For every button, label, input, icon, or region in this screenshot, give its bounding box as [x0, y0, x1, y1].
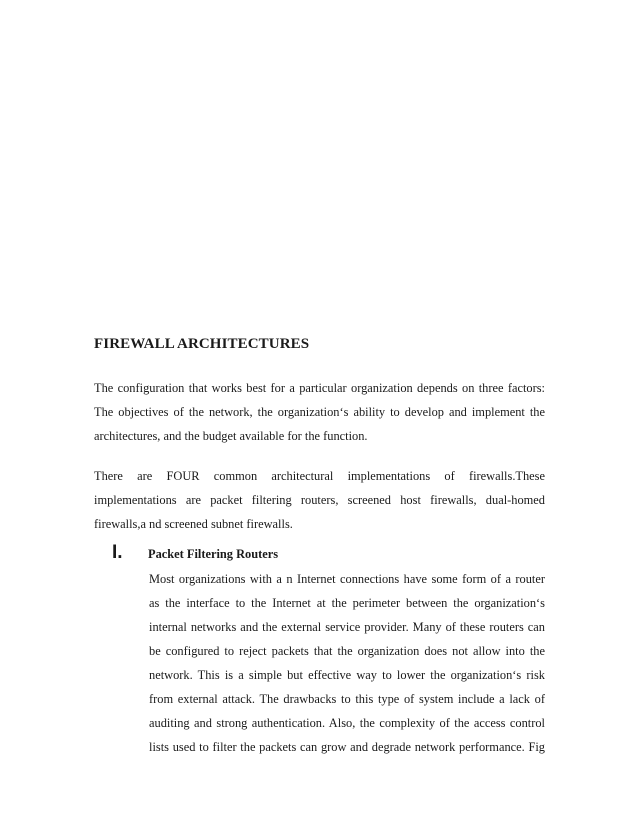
paragraph-line: implementations are packet filtering routers, screened host firewalls, dual-homed — [94, 493, 545, 507]
section-title: Packet Filtering Routers — [148, 547, 279, 561]
paragraph-line: The configuration that works best for a particular organization depends on three factors: — [94, 381, 545, 395]
section-line: network. This is a simple but effective way to lower the organization‘s risk — [149, 668, 545, 682]
section-line: from external attack. The drawbacks to this type of system include a lack of — [149, 692, 545, 706]
paragraph-line: There are FOUR common architectural implementations of firewalls.These — [94, 469, 545, 483]
section-body — [149, 567, 545, 759]
paragraph-line: architectures, and the budget available for the function. — [94, 429, 368, 443]
section-line: auditing and strong authentication. Also, the complexity of the access control — [149, 716, 545, 730]
paragraph-line: firewalls,a nd screened subnet firewalls. — [94, 517, 293, 531]
section-line: lists used to filter the packets can grow and degrade network performance. Fig — [149, 740, 545, 754]
intro-paragraph — [94, 376, 545, 448]
paragraph-line: The objectives of the network, the organization‘s ability to develop and implement the — [94, 405, 545, 419]
section-line: internal networks and the external service provider. Many of these routers can — [149, 620, 545, 634]
implementations-paragraph — [94, 464, 545, 536]
section-line: Most organizations with a n Internet connections have some form of a router — [149, 572, 545, 586]
page-title: FIREWALL ARCHITECTURES — [94, 336, 310, 352]
section-heading — [112, 542, 278, 566]
section-line: as the interface to the Internet at the perimeter between the organization‘s — [149, 596, 545, 610]
section-numeral: I. — [112, 542, 123, 563]
section-line: be configured to reject packets that the organization does not allow into the — [149, 644, 545, 658]
